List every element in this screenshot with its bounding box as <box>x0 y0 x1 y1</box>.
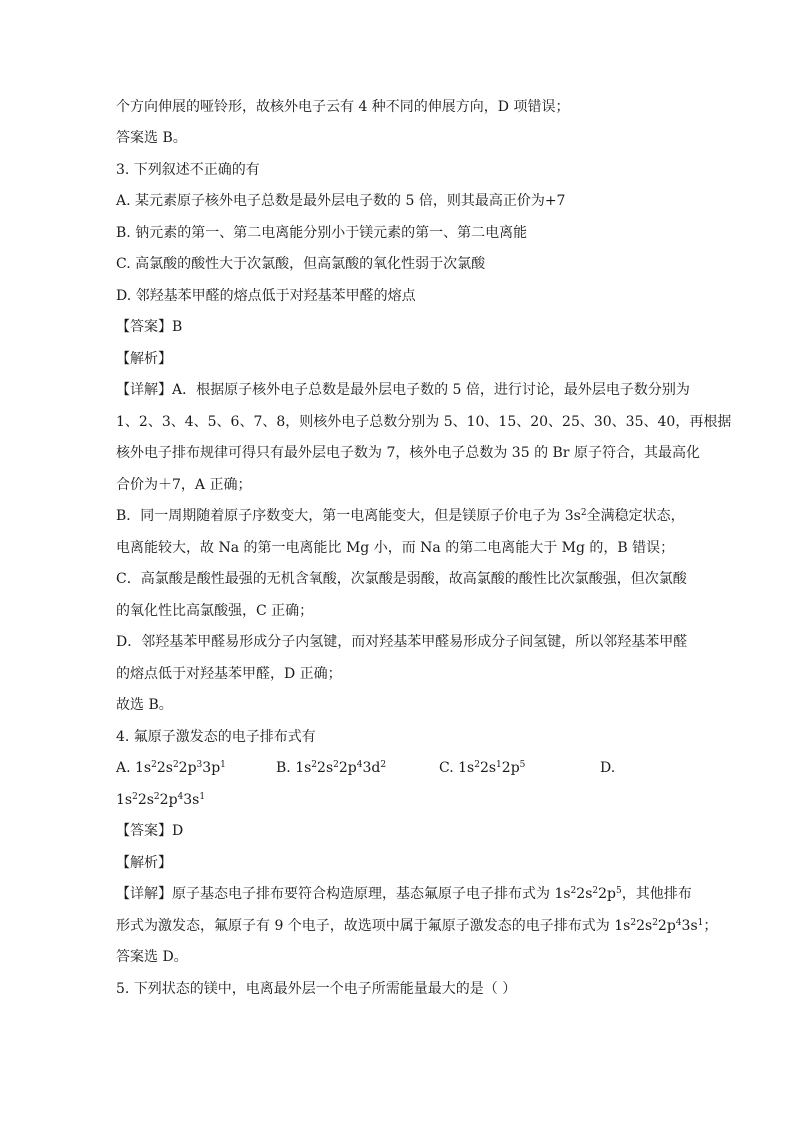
q3-explanation-line-7: C．高氯酸是酸性最强的无机含氧酸，次氯酸是弱酸，故高氯酸的酸性比次氯酸强，但次氯酸 <box>116 571 687 587</box>
q4-answer <box>116 821 183 841</box>
q3-answer <box>116 317 182 337</box>
q3-explanation-line-6: 电离能较大，故 Na 的第一电离能比 Mg 小，而 Na 的第二电离能大于 Mg 的，B 错误； <box>116 540 675 556</box>
answer-value: D <box>172 823 184 839</box>
answer-tag: 【答案】 <box>116 319 172 335</box>
q3-explanation-line-1: 【详解】A．根据原子核外电子总数是最外层电子数的 5 倍，进行讨论，最外层电子数分别为 <box>116 382 690 398</box>
q4-explanation-line-1: 【详解】原子基态电子排布要符合构造原理，基态氟原子电子排布式为 $1s^22s^22p^5$，其他排布 <box>116 886 692 902</box>
q4-option-a: A. $1s^22s^22p^33p^1$ <box>116 760 226 776</box>
q5-stem: 5. 下列状态的镁中，电离最外层一个电子所需能量最大的是（ ） <box>116 981 517 997</box>
q3-option-d: D. 邻羟基苯甲醛的熔点低于对羟基苯甲醛的熔点 <box>116 288 416 304</box>
q2-explanation-tail: 个方向伸展的哑铃形，故核外电子云有 4 种不同的伸展方向，D 项错误； <box>116 99 570 115</box>
detail-tag: 【详解】 <box>116 382 172 398</box>
q4-option-d-formula: $1s^22s^22p^43s^1$ <box>116 792 206 808</box>
answer-value: B <box>172 319 183 335</box>
q4-stem: 4. 氟原子激发态的电子排布式有 <box>116 729 316 745</box>
q4-analysis-tag: 【解析】 <box>116 855 172 871</box>
q3-analysis-tag: 【解析】 <box>116 351 172 367</box>
q4-option-d-label: D. <box>600 760 616 776</box>
answer-tag: 【答案】 <box>116 823 172 839</box>
q4-conclusion: 答案选 D。 <box>116 949 188 965</box>
q3-explanation-line-10: 的熔点低于对羟基苯甲醛，D 正确； <box>116 666 342 682</box>
q3-explanation-line-5: B．同一周期随着原子序数变大，第一电离能变大，但是镁原子价电子为 $3s^2$全满稳定状态， <box>116 508 685 524</box>
detail-tag: 【详解】 <box>116 886 172 902</box>
q3-option-b: B. 钠元素的第一、第二电离能分别小于镁元素的第一、第二电离能 <box>116 225 528 241</box>
q3-explanation-line-3: 核外电子排布规律可得只有最外层电子数为 7，核外电子总数为 35 的 Br 原子符合，其最高化 <box>116 445 700 461</box>
q4-option-b: B. $1s^22s^22p^43d^2$ <box>276 760 387 776</box>
q3-option-a: A. 某元素原子核外电子总数是最外层电子数的 5 倍，则其最高正价为+7 <box>116 193 566 209</box>
q3-conclusion: 故选 B。 <box>116 697 173 713</box>
q3-explanation-line-4: 合价为＋7，A 正确； <box>116 477 252 493</box>
q4-explanation-line-2: 形式为激发态，氟原子有 9 个电子，故选项中属于氟原子激发态的电子排布式为 $1s^22s^22p^43s^1$； <box>116 918 718 934</box>
q3-explanation-line-2: 1、2、3、4、5、6、7、8，则核外电子总数分别为 5、10、15、20、25、30、35、40，再根据 <box>116 414 732 430</box>
q3-stem: 3. 下列叙述不正确的有 <box>116 162 260 178</box>
q3-option-c: C. 高氯酸的酸性大于次氯酸，但高氯酸的氧化性弱于次氯酸 <box>116 256 486 272</box>
q3-explanation-line-9: D．邻羟基苯甲醛易形成分子内氢键，而对羟基苯甲醛易形成分子间氢键，所以邻羟基苯甲醛 <box>116 634 688 650</box>
q4-option-c: C. $1s^22s^12p^5$ <box>439 760 526 776</box>
q2-conclusion: 答案选 B。 <box>116 130 187 146</box>
q3-explanation-line-8: 的氧化性比高氯酸强，C 正确； <box>116 603 314 619</box>
